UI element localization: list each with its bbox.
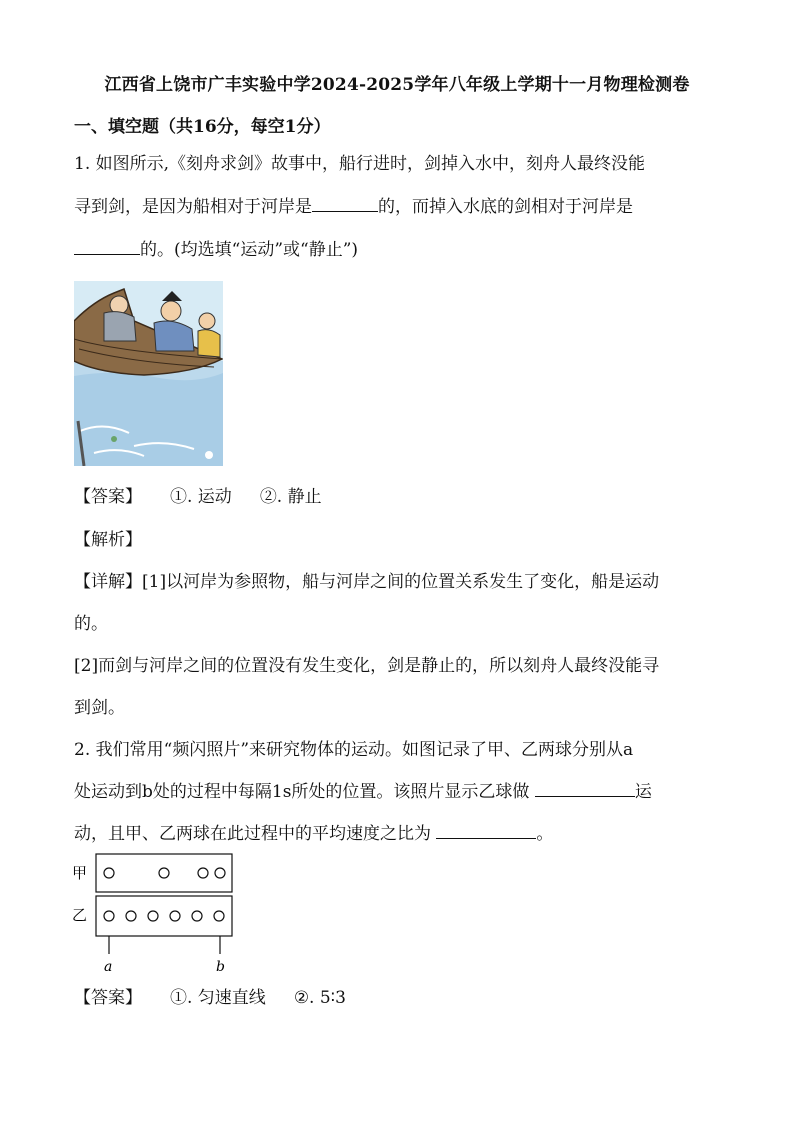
jia-ball-3 [198, 868, 208, 878]
q1-answer-1: ①. 运动 [170, 487, 232, 507]
q1-answer-tag: 【答案】 [74, 487, 142, 507]
q2-answer [74, 988, 724, 1008]
yi-ball-4 [170, 911, 180, 921]
yi-ball-3 [148, 911, 158, 921]
boat-boy-head [199, 313, 215, 329]
yi-ball-6 [214, 911, 224, 921]
label-a: a [104, 959, 113, 975]
q1-line-3-text: 的。(均选填“运动”或“静止”) [140, 240, 359, 260]
q2-line-2-text-b: 运 [634, 782, 652, 802]
yi-frame [96, 896, 232, 936]
q1-line-3 [74, 240, 724, 260]
stroboscopic-figure [70, 848, 250, 976]
q1-answer-2: ②. 静止 [259, 487, 322, 507]
boat-foam [205, 451, 213, 459]
boat-leaf [111, 436, 117, 442]
q1-detail-line-1: 【详解】[1]以河岸为参照物，船与河岸之间的位置关系发生了变化，船是运动 [74, 572, 660, 592]
section-heading: 一、填空题（共16分，每空1分） [74, 117, 331, 137]
yi-ball-5 [192, 911, 202, 921]
q1-detail-line-3: [2]而剑与河岸之间的位置没有发生变化，剑是静止的，所以刻舟人最终没能寻 [74, 656, 660, 676]
q1-analysis-tag: 【解析】 [74, 530, 142, 550]
q2-answer-1: ①. 匀速直线 [170, 988, 266, 1008]
yi-ball-1 [104, 911, 114, 921]
q1-answer [74, 487, 724, 507]
jia-ball-2 [159, 868, 169, 878]
q1-blank-1[interactable] [312, 197, 378, 212]
boat-old-man-body [104, 312, 136, 341]
q2-answer-tag: 【答案】 [74, 988, 142, 1008]
label-jia: 甲 [72, 864, 88, 882]
q2-line-3-text-b: 。 [536, 824, 554, 844]
q2-line-3-text-a: 动，且甲、乙两球在此过程中的平均速度之比为 [74, 824, 437, 844]
document-title: 江西省上饶市广丰实验中学2024-2025学年八年级上学期十一月物理检测卷 [104, 75, 690, 95]
boat-boy-body [198, 330, 220, 357]
q1-detail-line-4: 到剑。 [74, 698, 125, 718]
q1-line-2-text-b: 的，而掉入水底的剑相对于河岸是 [378, 197, 633, 217]
label-yi: 乙 [72, 906, 88, 924]
q2-line-1: 2. 我们常用“频闪照片”来研究物体的运动。如图记录了甲、乙两球分别从a [74, 740, 634, 760]
label-b: b [216, 959, 225, 975]
boat-man-head [161, 301, 181, 321]
q1-detail-line-2: 的。 [74, 614, 108, 634]
q1-blank-2[interactable] [74, 240, 140, 255]
boat-illustration [74, 281, 223, 466]
jia-ball-1 [104, 868, 114, 878]
q2-line-2 [74, 782, 724, 802]
q1-line-1: 1. 如图所示,《刻舟求剑》故事中，船行进时，剑掉入水中，刻舟人最终没能 [74, 154, 646, 174]
q2-line-3 [74, 824, 724, 844]
jia-frame [96, 854, 232, 892]
yi-ball-2 [126, 911, 136, 921]
q1-line-2 [74, 197, 724, 217]
q2-answer-2: ②. 5∶3 [293, 988, 346, 1008]
jia-ball-4 [215, 868, 225, 878]
q2-line-2-text-a: 处运动到b处的过程中每隔1s所处的位置。该照片显示乙球做 [74, 782, 535, 802]
q2-blank-2[interactable] [436, 824, 536, 839]
q1-line-2-text-a: 寻到剑，是因为船相对于河岸是 [74, 197, 312, 217]
q2-blank-1[interactable] [535, 782, 635, 797]
